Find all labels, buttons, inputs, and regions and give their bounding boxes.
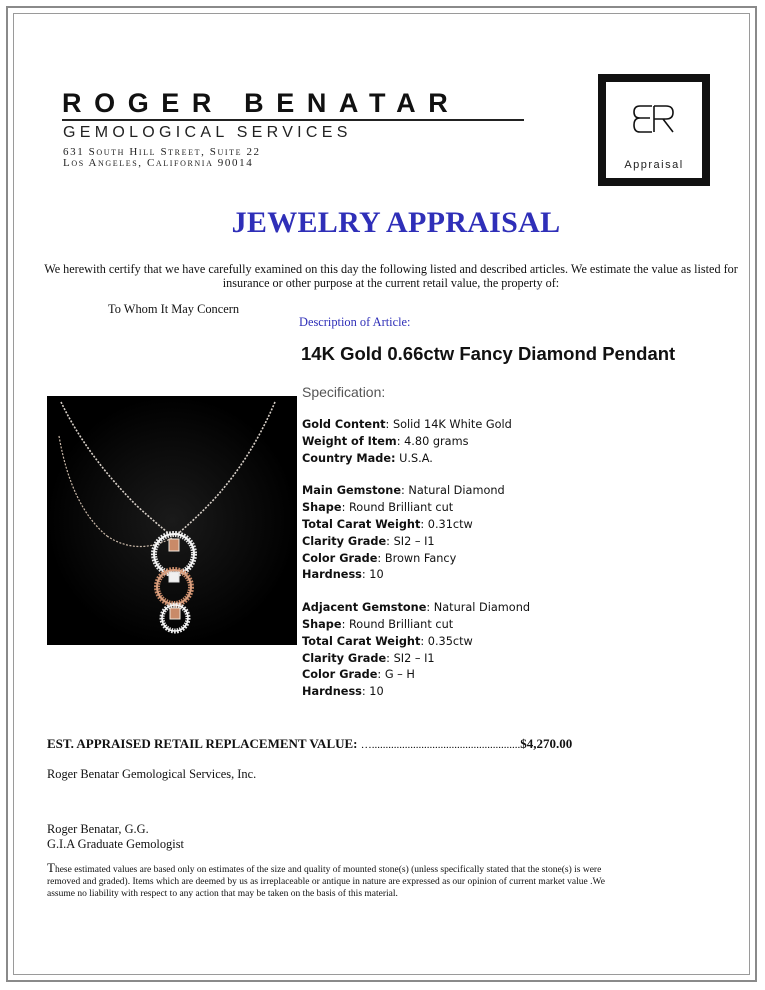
- spec-group: [302, 483, 602, 584]
- spec-row: [302, 451, 602, 468]
- spec-row: [302, 483, 602, 500]
- disclaimer: [47, 862, 622, 900]
- spec-separator: :: [377, 668, 385, 682]
- disclaimer-initial: T: [47, 860, 55, 875]
- spec-separator: :: [396, 434, 405, 448]
- address-line-1: 631 South Hill Street, Suite 22: [63, 146, 261, 158]
- spec-key: Clarity Grade: [302, 651, 387, 665]
- company-subtitle: GEMOLOGICAL SERVICES: [63, 124, 352, 141]
- spec-key: Shape: [302, 617, 342, 631]
- leader-dots: …......................................................: [360, 739, 521, 751]
- spec-key: Hardness: [302, 568, 362, 582]
- spec-value: 0.35ctw: [427, 634, 473, 648]
- spec-separator: :: [361, 685, 370, 699]
- description-label: Description of Article:: [299, 315, 411, 329]
- appraiser-name: Roger Benatar, G.G.: [47, 822, 149, 836]
- spec-value: 0.31ctw: [427, 517, 473, 531]
- spec-value: 10: [369, 685, 384, 699]
- spec-key: Shape: [302, 501, 342, 515]
- spec-row: [302, 651, 602, 668]
- spec-key: Weight of Item: [302, 434, 397, 448]
- document-title: JEWELRY APPRAISAL: [231, 206, 561, 239]
- article-title: 14K Gold 0.66ctw Fancy Diamond Pendant: [301, 343, 676, 364]
- appraised-value-line: [47, 736, 667, 752]
- spec-separator: :: [377, 551, 385, 565]
- spec-value: Round Brilliant cut: [348, 501, 454, 515]
- spec-value: Round Brilliant cut: [348, 617, 454, 631]
- spec-value: SI2 – I1: [393, 534, 435, 548]
- spec-separator: :: [386, 651, 394, 665]
- spec-value: Brown Fancy: [384, 551, 457, 565]
- appraisal-logo: [598, 74, 710, 186]
- pendant-photo: [47, 396, 297, 645]
- spec-value: Natural Diamond: [408, 484, 505, 498]
- company-name-rule: [62, 119, 524, 121]
- spec-key: Gold Content: [302, 418, 386, 431]
- spec-value: 4.80 grams: [404, 434, 469, 448]
- spec-value: SI2 – I1: [393, 651, 435, 665]
- spec-value: 10: [369, 568, 384, 582]
- spec-key: Main Gemstone: [302, 484, 402, 498]
- spec-row: [302, 551, 602, 568]
- spec-value: Solid 14K White Gold: [392, 418, 512, 431]
- company-full-name: Roger Benatar Gemological Services, Inc.: [47, 767, 257, 781]
- spec-key: Color Grade: [302, 668, 378, 682]
- spec-separator: :: [401, 484, 409, 498]
- spec-row: [302, 417, 602, 434]
- spec-separator: :: [420, 634, 428, 648]
- spec-separator: :: [341, 501, 349, 515]
- spec-key: Hardness: [302, 685, 362, 699]
- logo-caption: Appraisal: [624, 159, 684, 171]
- spec-value: U.S.A.: [399, 451, 433, 465]
- appraised-value-amount: $4,270.00: [520, 736, 573, 751]
- spec-row: [302, 517, 602, 534]
- appraiser-title: G.I.A Graduate Gemologist: [47, 837, 184, 851]
- spec-row: [302, 434, 602, 451]
- spec-separator: :: [426, 601, 434, 615]
- spec-row: [302, 534, 602, 551]
- spec-value: Natural Diamond: [433, 601, 531, 615]
- spec-row: [302, 500, 602, 517]
- spec-key: Country Made:: [302, 451, 396, 465]
- spec-key: Total Carat Weight: [302, 517, 421, 531]
- spec-key: Clarity Grade: [302, 534, 387, 548]
- spec-row: [302, 634, 602, 651]
- company-name: ROGER BENATAR: [62, 88, 461, 118]
- spec-key: Adjacent Gemstone: [302, 601, 427, 615]
- br-monogram-icon: [632, 104, 676, 134]
- spec-separator: :: [385, 418, 393, 431]
- spec-separator: :: [361, 568, 370, 582]
- spec-key: Color Grade: [302, 551, 378, 565]
- spec-group: [302, 417, 602, 467]
- spec-separator: :: [386, 534, 394, 548]
- specification-list: [302, 417, 602, 717]
- spec-separator: :: [420, 517, 428, 531]
- spec-row: [302, 617, 602, 634]
- certification-text: We herewith certify that we have carefully examined on this day the following listed and described articles. We estimate the value as listed for insurance or other purpose at the current retail value, the property of:: [44, 262, 738, 290]
- spec-row: [302, 684, 602, 701]
- spec-row: [302, 667, 602, 684]
- recipient: To Whom It May Concern: [108, 302, 240, 316]
- address-line-2: Los Angeles, California 90014: [63, 157, 254, 169]
- spec-row: [302, 567, 602, 584]
- appraised-value-label: EST. APPRAISED RETAIL REPLACEMENT VALUE:: [47, 736, 358, 751]
- spec-key: Total Carat Weight: [302, 634, 421, 648]
- spec-separator: :: [341, 617, 349, 631]
- specification-label: Specification:: [302, 384, 386, 400]
- spec-row: [302, 600, 602, 617]
- disclaimer-text: hese estimated values are based only on estimates of the size and quality of mounted stone(s) (unless specifically stated that the stone(s) is were removed and graded). Items which are deemed by us as irreplaceable or antique in nature are expressed as our opinion of current market value .We assume no liability with respect to any action that may be taken on the basis of this material.: [47, 865, 605, 899]
- spec-group: [302, 600, 602, 701]
- spec-value: G – H: [384, 668, 415, 682]
